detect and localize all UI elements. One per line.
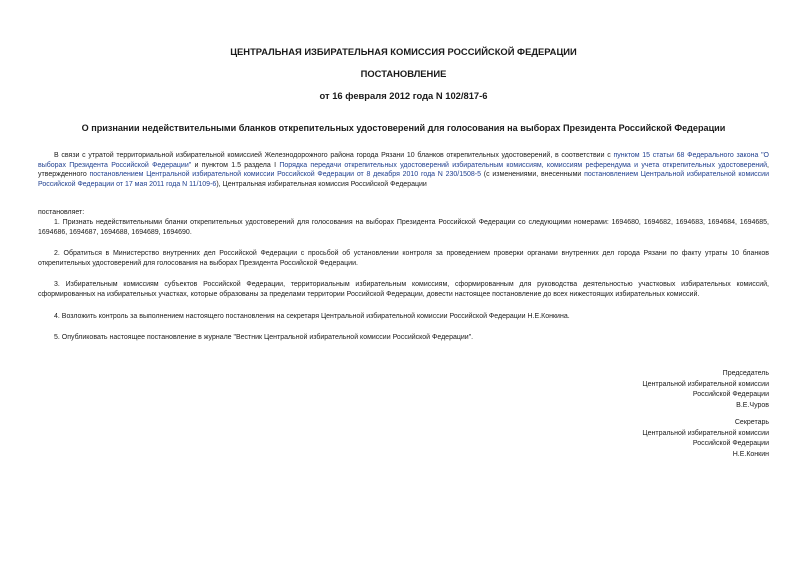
signature-org: Центральной избирательной комиссии xyxy=(642,429,769,437)
intro-text-3: , утвержденного xyxy=(38,161,769,179)
document-body xyxy=(38,151,769,343)
item-3: 3. Избирательным комиссиям субъектов Российской Федерации, территориальным избирательным комиссиям, сформированным для руководства деятельностью участковых избирательных комиссий, сформированных на избирательных участках, которые образованы за пределами территории Российской Федерации, довести настоящее постановление до всех нижестоящих избирательных комиссий. xyxy=(38,281,769,298)
intro-text-5: ), Центральная избирательная комиссия Российской Федерации xyxy=(216,180,427,188)
signature-org-country: Российской Федерации xyxy=(692,440,769,447)
document-title: О признании недействительными бланков открепительных удостоверений для голосования на выборах Президента Российской Федерации xyxy=(81,123,726,133)
signature-secretary xyxy=(642,418,769,460)
item-1: 1. Признать недействительными бланки открепительных удостоверений для голосования на выборах Президента Российской Федерации со следующими номерами: 1694680, 1694682, 1694683, 1694684, 1694685, 1694686, 1694687, 1694688, 1694689, 1694690. xyxy=(38,218,769,236)
item-4: 4. Возложить контроль за выполнением настоящего постановления на секретаря Центральной избирательной комиссии Российской Федерации Н.Е.Конкина. xyxy=(54,312,570,320)
item-5: 5. Опубликовать настоящее постановление в журнале "Вестник Центральной избирательной комиссии Российской Федерации". xyxy=(54,334,474,342)
document-date-number: от 16 февраля 2012 года N 102/817-6 xyxy=(319,90,488,101)
resolution-2011-link[interactable]: постановлением Центральной избирательной комиссии Российской Федерации от 17 мая 2011 года N 11/109-6 xyxy=(38,171,769,188)
resolves-label: постановляет: xyxy=(38,209,85,217)
signature-role: Секретарь xyxy=(734,419,769,426)
signature-name: В.Е.Чуров xyxy=(736,401,769,409)
organization-heading: ЦЕНТРАЛЬНАЯ ИЗБИРАТЕЛЬНАЯ КОМИССИЯ РОССИЙСКОЙ ФЕДЕРАЦИИ xyxy=(230,46,577,57)
intro-text-4: (с изменениями, внесенными xyxy=(481,171,585,179)
signature-org-country: Российской Федерации xyxy=(692,391,769,398)
signature-name: Н.Е.Конкин xyxy=(732,450,769,458)
intro-paragraph xyxy=(38,151,769,189)
item-2: 2. Обратиться в Министерство внутренних дел Российской Федерации с просьбой об установлении контроля за проведением проверки органами внутренних дел города Рязани по факту утраты 10 бланков открепительных удостоверений для голосования на выборах Президента Российской Федерации. xyxy=(38,250,769,267)
resolution-2010-link[interactable]: постановлением Центральной избирательной комиссии Российской Федерации от 8 декабря 2010 года N 230/1508-5 xyxy=(89,171,482,179)
signature-chairman xyxy=(642,369,769,411)
document-type: ПОСТАНОВЛЕНИЕ xyxy=(360,68,447,79)
law-article-link[interactable]: пунктом 15 статьи 68 Федерального закона "О выборах Президента Российской Федерации" xyxy=(38,152,770,169)
intro-text-2: и пунктом 1.5 раздела I xyxy=(191,161,280,169)
signature-role: Председатель xyxy=(722,370,769,377)
signature-org: Центральной избирательной комиссии xyxy=(642,380,769,388)
intro-text-1: В связи с утратой территориальной избирательной комиссией Железнодорожного района города Рязани 10 бланков открепительных удостоверений, в соответствии с xyxy=(54,152,614,159)
procedure-link[interactable]: Порядка передачи открепительных удостоверений избирательным комиссиям, комиссиям референдума и учета открепительных удостоверений xyxy=(279,161,768,169)
